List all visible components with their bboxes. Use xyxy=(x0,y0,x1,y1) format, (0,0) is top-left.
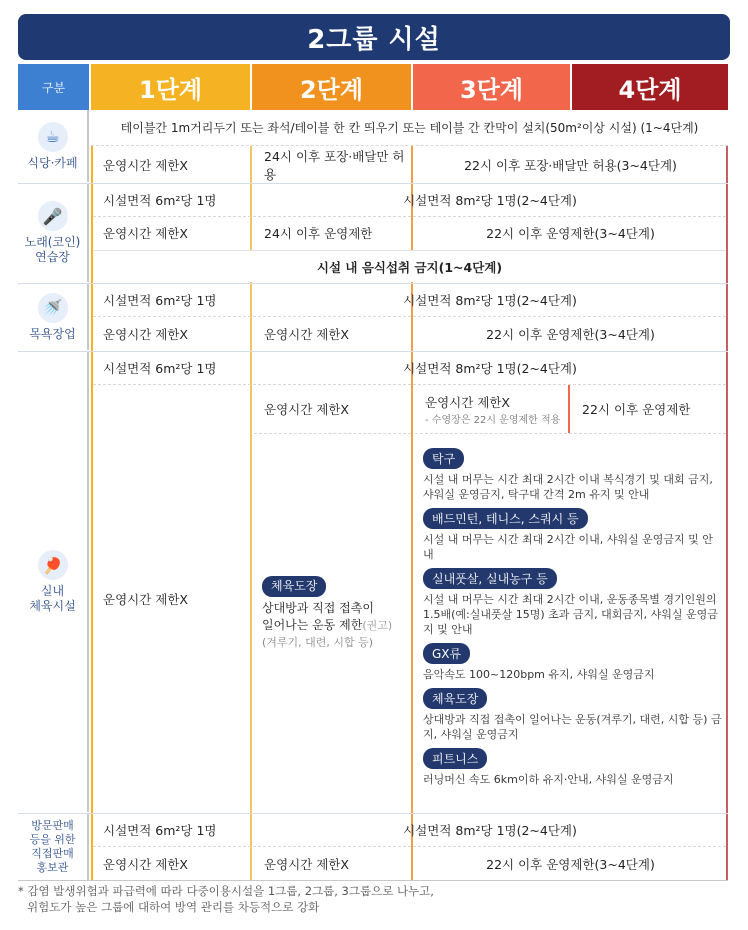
martial-arts-desc-1: 상대방과 직접 접촉이 xyxy=(262,601,374,615)
bath-stage2: 운영시간 제한X xyxy=(264,326,349,342)
sport-item xyxy=(423,688,723,742)
door-sales-area-stage24: 시설면적 8m²당 1명(2~4단계) xyxy=(403,823,577,838)
ping-pong-icon: 🏓 xyxy=(38,550,68,580)
sports-stage3-note: - 수영장은 22시 운영제한 적용 xyxy=(425,415,561,426)
sport-tag-table-tennis: 탁구 xyxy=(423,448,464,469)
category-door-sales-label-2: 등을 위한 xyxy=(29,833,76,846)
header-stage-1: 1단계 xyxy=(91,64,250,110)
karaoke-stage2: 24시 이후 운영제한 xyxy=(264,226,373,241)
sports-area-stage24: 시설면적 8m²당 1명(2~4단계) xyxy=(403,361,577,376)
bath-stage34: 22시 이후 운영제한(3~4단계) xyxy=(486,326,655,342)
sports-stage2-martial-arts xyxy=(262,576,410,651)
microphone-icon: 🎤 xyxy=(38,201,68,231)
sport-desc-badminton: 시설 내 머무는 시간 최대 2시간 이내, 샤워실 운영금지 및 안내 xyxy=(423,533,713,561)
sport-tag-futsal: 실내풋살, 실내농구 등 xyxy=(423,568,557,589)
bath-stage1: 운영시간 제한X xyxy=(103,326,188,342)
karaoke-area-stage24: 시설면적 8m²당 1명(2~4단계) xyxy=(403,193,577,208)
martial-arts-desc-2: 일어나는 운동 제한 xyxy=(262,618,363,632)
sports-stage3-text: 운영시간 제한X xyxy=(425,395,510,410)
sports-stage2-hours: 운영시간 제한X xyxy=(264,402,349,417)
martial-arts-tag: 체육도장 xyxy=(262,576,326,597)
sport-desc-gx: 음악속도 100~120bpm 유지, 샤워실 운영금지 xyxy=(423,668,655,681)
footnote-line-1: * 감염 발생위험과 파급력에 따라 다중이용시설을 1그룹, 2그룹, 3그룹으로 나누고, xyxy=(18,884,434,898)
sport-tag-gx: GX류 xyxy=(423,643,470,664)
sport-item xyxy=(423,508,723,562)
category-restaurant-label: 식당·카페 xyxy=(27,155,78,170)
divider xyxy=(18,880,728,881)
sport-item xyxy=(423,568,723,637)
restaurant-stage34: 22시 이후 포장·배달만 허용(3~4단계) xyxy=(464,157,677,173)
category-karaoke xyxy=(18,184,89,282)
category-karaoke-label-1: 노래(코인) xyxy=(24,235,81,249)
divider xyxy=(254,433,411,434)
sport-item xyxy=(423,748,723,787)
sports-stage4-hours: 22시 이후 운영제한 xyxy=(582,402,691,417)
category-indoor-sports xyxy=(18,352,89,812)
restaurant-icon: ☕ xyxy=(38,122,68,152)
restaurant-stage1: 운영시간 제한X xyxy=(103,157,188,173)
sport-tag-fitness: 피트니스 xyxy=(423,748,487,769)
sport-tag-badminton: 배드민턴, 테니스, 스쿼시 등 xyxy=(423,508,588,529)
karaoke-stage1: 운영시간 제한X xyxy=(103,226,188,241)
category-indoor-sports-label-1: 실내 xyxy=(40,584,65,598)
sports-area-stage1: 시설면적 6m²당 1명 xyxy=(103,361,217,376)
sport-desc-table-tennis: 시설 내 머무는 시간 최대 2시간 이내 복식경기 및 대회 금지, 샤워실 운영금지, 탁구대 간격 2m 유지 및 안내 xyxy=(423,473,713,501)
karaoke-stage34: 22시 이후 운영제한(3~4단계) xyxy=(486,226,655,241)
restaurant-row-all: 테이블간 1m거리두기 또는 좌석/테이블 한 칸 띄우기 또는 테이블 간 칸막이 설치(50m²이상 시설) (1~4단계) xyxy=(91,110,728,146)
door-sales-stage1: 운영시간 제한X xyxy=(103,856,188,872)
martial-arts-recommend: (권고) xyxy=(362,619,393,632)
shower-icon: 🚿 xyxy=(38,293,68,323)
header-stage-2: 2단계 xyxy=(252,64,411,110)
category-door-sales-label-3: 직접판매 xyxy=(31,847,74,860)
sport-item xyxy=(423,643,723,682)
sport-tag-martial-arts: 체육도장 xyxy=(423,688,487,709)
karaoke-area-stage1: 시설면적 6m²당 1명 xyxy=(103,193,217,208)
sports-rules-list xyxy=(423,448,723,793)
sport-desc-futsal: 시설 내 머무는 시간 최대 2시간 이내, 운동종목별 경기인원의 1.5배(예:실내풋살 15명) 초과 금지, 대회금지, 샤워실 운영금지 및 안내 xyxy=(423,593,718,636)
category-door-sales xyxy=(18,814,89,880)
door-sales-area-stage1: 시설면적 6m²당 1명 xyxy=(103,823,217,838)
category-door-sales-label-4: 홍보관 xyxy=(36,861,69,874)
category-restaurant xyxy=(18,110,89,182)
sports-stage1: 운영시간 제한X xyxy=(103,591,188,607)
page-title: 2그룹 시설 xyxy=(18,14,730,60)
sport-desc-martial-arts: 상대방과 직접 접촉이 일어나는 운동(겨루기, 대련, 시합 등) 금지, 샤워실 운영금지 xyxy=(423,713,722,741)
door-sales-stage2: 운영시간 제한X xyxy=(264,856,349,872)
bath-area-stage24: 시설면적 8m²당 1명(2~4단계) xyxy=(403,293,577,308)
divider xyxy=(415,433,726,434)
footnote xyxy=(18,883,434,915)
header-stage-4: 4단계 xyxy=(572,64,728,110)
door-sales-stage34: 22시 이후 운영제한(3~4단계) xyxy=(486,856,655,872)
sport-item xyxy=(423,448,723,502)
bath-area-stage1: 시설면적 6m²당 1명 xyxy=(103,293,217,308)
food-ban-row: 시설 내 음식섭취 금지(1~4단계) xyxy=(93,250,726,282)
header-category: 구분 xyxy=(18,64,89,110)
sport-desc-fitness: 러닝머신 속도 6km이하 유지·안내, 샤워실 운영금지 xyxy=(423,773,674,786)
footnote-line-2: 위험도가 높은 그룹에 대하여 방역 관리를 차등적으로 강화 xyxy=(27,900,320,914)
header-stage-3: 3단계 xyxy=(413,64,570,110)
category-bath-label: 목욕장업 xyxy=(29,326,76,341)
category-bath xyxy=(18,284,89,350)
restaurant-stage2: 24시 이후 포장·배달만 허용 xyxy=(264,148,405,182)
category-karaoke-label-2: 연습장 xyxy=(35,250,70,264)
category-indoor-sports-label-2: 체육시설 xyxy=(29,599,76,613)
sports-stage3-hours xyxy=(415,385,570,433)
martial-arts-examples: (겨루기, 대련, 시합 등) xyxy=(262,636,374,649)
category-door-sales-label-1: 방문판매 xyxy=(31,819,74,832)
